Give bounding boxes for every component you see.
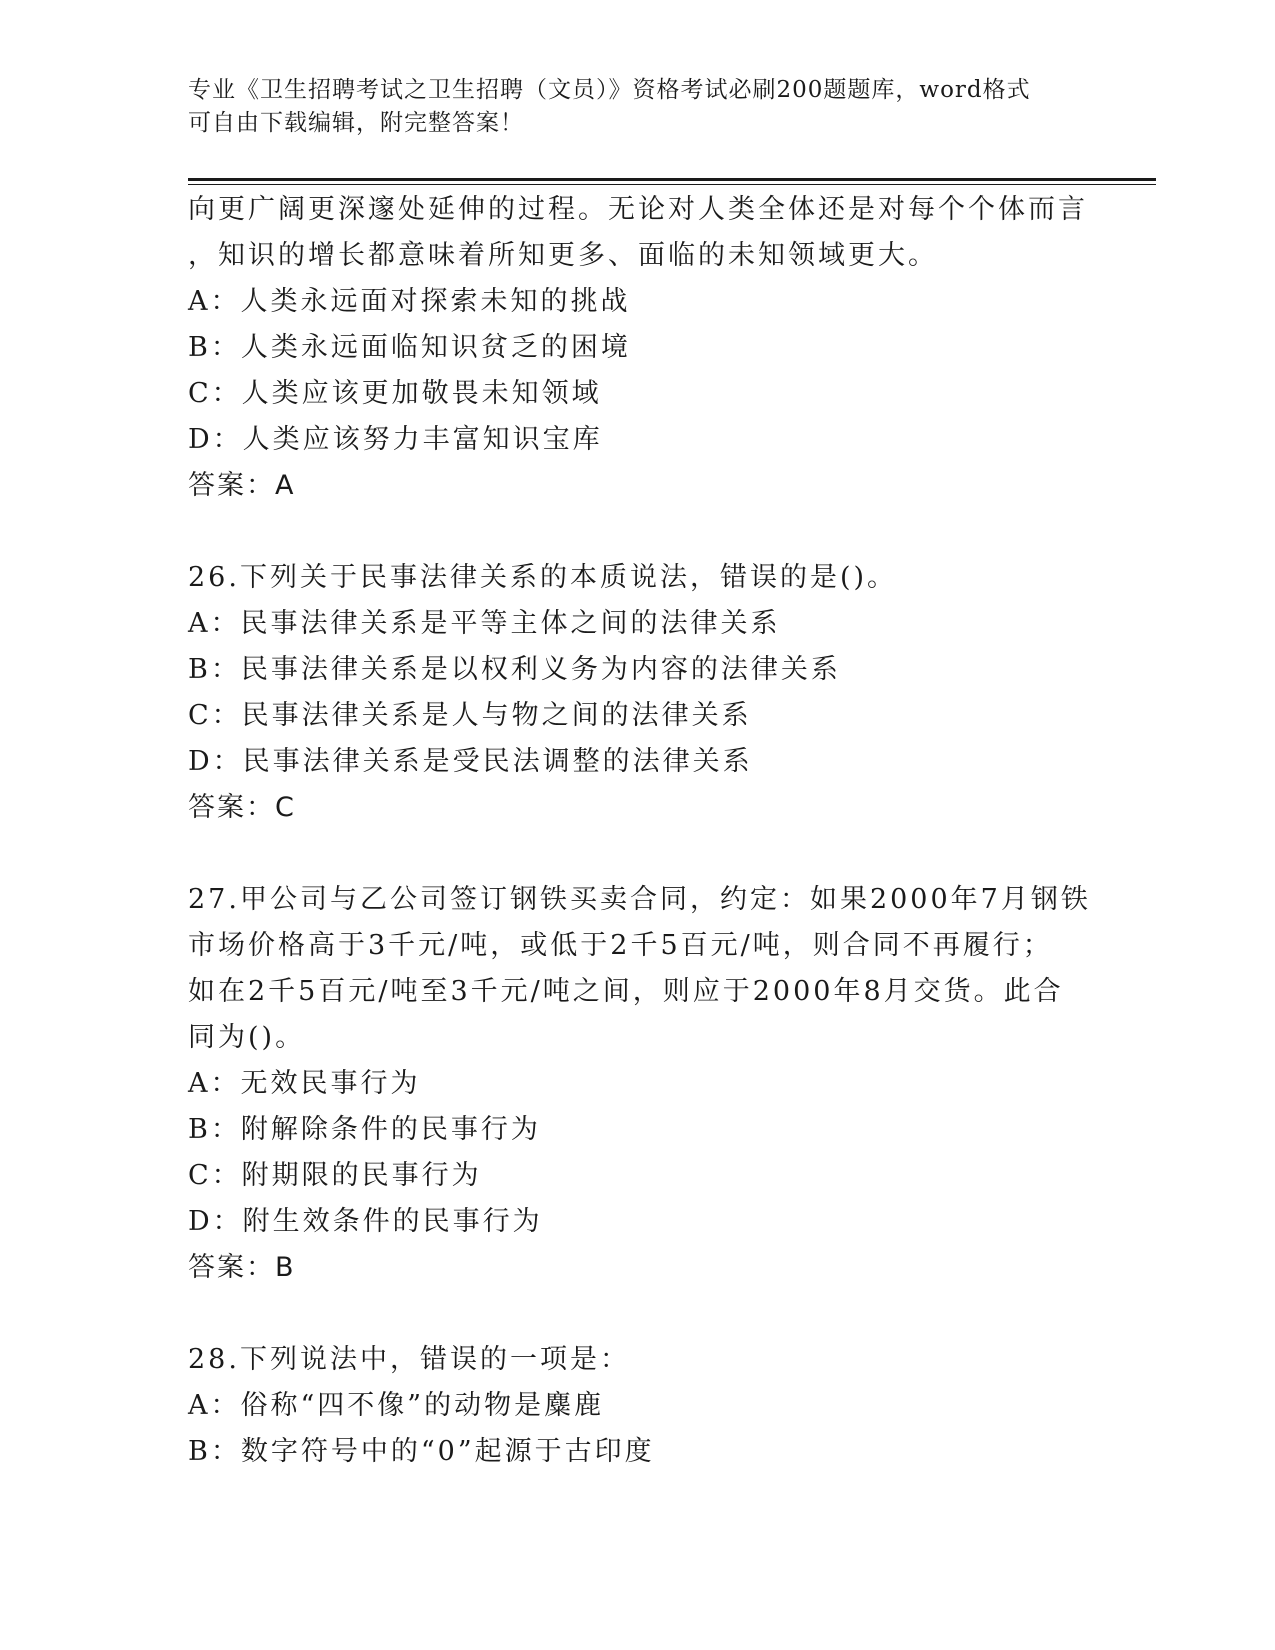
question-stem-line: 26.下列关于民事法律关系的本质说法，错误的是()。: [188, 562, 898, 593]
header-divider-thin: [188, 184, 1156, 185]
option-a: A：俗称“四不像”的动物是麋鹿: [188, 1390, 605, 1421]
option-c: C：民事法律关系是人与物之间的法律关系: [188, 700, 752, 731]
spacer: [188, 831, 1088, 877]
question-27: [188, 877, 1091, 1291]
question-stem-line: 向更广阔更深邃处延伸的过程。无论对人类全体还是对每个个体而言: [188, 194, 1088, 225]
question-content: [188, 187, 1091, 1475]
answer: 答案：C: [188, 792, 296, 823]
option-b: B：附解除条件的民事行为: [188, 1114, 541, 1145]
spacer: [188, 509, 1088, 555]
option-d: D：附生效条件的民事行为: [188, 1206, 543, 1237]
option-a: A：民事法律关系是平等主体之间的法律关系: [188, 608, 781, 639]
answer: 答案：B: [188, 1252, 296, 1283]
question-25: [188, 187, 1088, 509]
question-stem-line: ，知识的增长都意味着所知更多、面临的未知领域更大。: [188, 240, 938, 271]
option-b: B：数字符号中的“0”起源于古印度: [188, 1436, 655, 1467]
option-b: B：人类永远面临知识贫乏的困境: [188, 332, 631, 363]
option-a: A：无效民事行为: [188, 1068, 421, 1099]
header-line-2: 可自由下载编辑，附完整答案！: [188, 110, 524, 136]
question-stem-line: 如在2千5百元/吨至3千元/吨之间，则应于2000年8月交货。此合: [188, 976, 1064, 1007]
answer: 答案：A: [188, 470, 296, 501]
option-c: C：附期限的民事行为: [188, 1160, 482, 1191]
question-stem-line: 同为()。: [188, 1022, 306, 1053]
option-a: A：人类永远面对探索未知的挑战: [188, 286, 631, 317]
header-line-1: 专业《卫生招聘考试之卫生招聘（文员）》资格考试必刷200题题库，word格式: [188, 77, 1031, 103]
option-b: B：民事法律关系是以权利义务为内容的法律关系: [188, 654, 841, 685]
option-d: D：民事法律关系是受民法调整的法律关系: [188, 746, 753, 777]
question-stem-line: 27.甲公司与乙公司签订钢铁买卖合同，约定：如果2000年7月钢铁: [188, 884, 1091, 915]
question-26: [188, 555, 1088, 831]
option-d: D：人类应该努力丰富知识宝库: [188, 424, 603, 455]
option-c: C：人类应该更加敬畏未知领域: [188, 378, 602, 409]
header-divider-thick: [188, 178, 1156, 181]
question-stem-line: 28.下列说法中，错误的一项是：: [188, 1344, 630, 1375]
spacer: [188, 1291, 1088, 1337]
document-header: [188, 74, 1068, 140]
question-stem-line: 市场价格高于3千元/吨，或低于2千5百元/吨，则合同不再履行；: [188, 930, 1053, 961]
question-28: [188, 1337, 1088, 1475]
